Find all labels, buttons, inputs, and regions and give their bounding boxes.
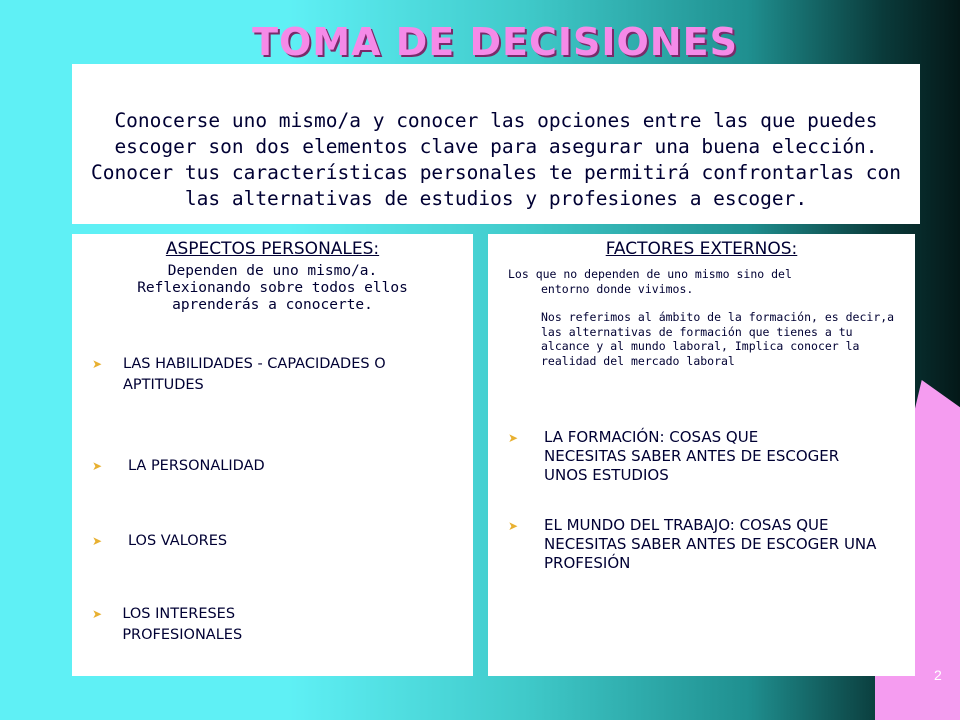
list-item bbox=[92, 354, 422, 396]
arrow-bullet-icon: ➤ bbox=[92, 357, 103, 371]
arrow-bullet-icon: ➤ bbox=[508, 519, 519, 533]
external-factors-heading: FACTORES EXTERNOS: bbox=[605, 239, 798, 259]
personal-aspects-heading: ASPECTOS PERSONALES: bbox=[165, 239, 380, 259]
external-desc-line1: Los que no dependen de uno mismo sino del bbox=[508, 267, 792, 281]
list-item bbox=[92, 531, 422, 552]
personal-aspects-description bbox=[72, 263, 473, 314]
intro-text-box bbox=[72, 64, 920, 224]
slide-title: TOMA DE DECISIONES bbox=[252, 20, 738, 64]
bullet-text: LOS VALORES bbox=[128, 533, 228, 549]
arrow-bullet-icon: ➤ bbox=[508, 431, 519, 445]
personal-aspects-panel bbox=[72, 234, 473, 676]
arrow-bullet-icon: ➤ bbox=[92, 607, 103, 621]
list-item bbox=[92, 604, 322, 646]
arrow-bullet-icon: ➤ bbox=[92, 459, 103, 473]
personal-desc-line2: Reflexionando sobre todos ellos aprenderás a conocerte. bbox=[137, 280, 408, 313]
list-item bbox=[508, 516, 898, 573]
bullet-text: EL MUNDO DEL TRABAJO: COSAS QUE NECESITAS SABER ANTES DE ESCOGER UNA PROFESIÓN bbox=[544, 516, 877, 572]
bullet-text: LOS INTERESES PROFESIONALES bbox=[122, 606, 243, 643]
arrow-bullet-icon: ➤ bbox=[92, 534, 103, 548]
external-factors-description bbox=[488, 267, 915, 368]
bullet-text: LA FORMACIÓN: COSAS QUE NECESITAS SABER ANTES DE ESCOGER UNOS ESTUDIOS bbox=[544, 428, 840, 484]
external-desc-para2: Nos referimos al ámbito de la formación, es decir,a las alternativas de formación que tienes a tu alcance y al mundo laboral, Implica conocer la realidad del mercado laboral bbox=[541, 310, 895, 368]
list-item bbox=[92, 456, 422, 477]
external-factors-panel bbox=[488, 234, 915, 676]
list-item bbox=[508, 428, 898, 485]
page-number: 2 bbox=[934, 667, 942, 683]
external-desc-line1b: entorno donde vivimos. bbox=[541, 281, 694, 296]
bullet-text: LAS HABILIDADES - CAPACIDADES O APTITUDES bbox=[122, 356, 386, 393]
bullet-text: LA PERSONALIDAD bbox=[128, 458, 265, 474]
intro-text: Conocerse uno mismo/a y conocer las opciones entre las que puedes escoger son dos elementos clave para asegurar una buena elección. Conocer tus características personales te permitirá confrontarlas con las alternativas de estudios y profesiones a escoger. bbox=[90, 109, 902, 210]
personal-desc-line1: Dependen de uno mismo/a. bbox=[167, 263, 378, 279]
